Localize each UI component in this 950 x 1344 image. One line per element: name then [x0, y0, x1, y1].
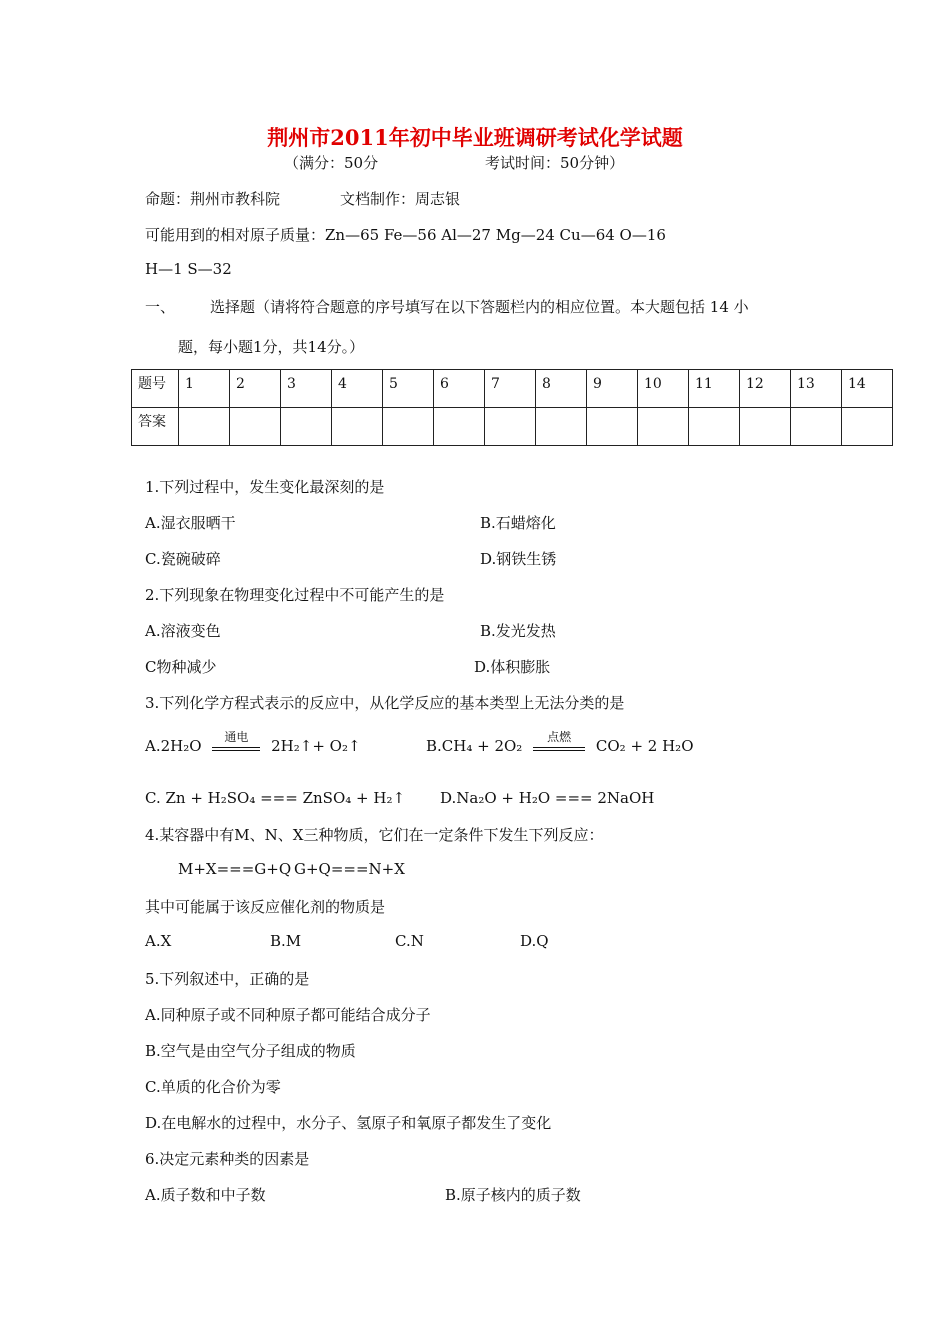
time-info: 考试时间：50分钟）: [485, 154, 625, 172]
answer-cell[interactable]: [281, 408, 332, 446]
question-4-option-d: D.Q: [520, 932, 549, 950]
question-5-option-a: A.同种原子或不同种原子都可能结合成分子: [145, 1006, 431, 1024]
question-number-cell: 3: [281, 370, 332, 408]
answer-cell[interactable]: [332, 408, 383, 446]
question-3-option-b: [426, 730, 694, 757]
question-4-reaction-2: G+Q===N+X: [294, 860, 405, 878]
question-2-option-a: A.溶液变色: [145, 622, 221, 640]
author-maker: 文档制作：周志银: [340, 190, 461, 208]
answer-cell[interactable]: [179, 408, 230, 446]
question-4-option-c: C.N: [395, 932, 424, 950]
question-3-option-a: [145, 730, 361, 757]
question-number-cell: 14: [842, 370, 893, 408]
author-source: 命题：荆州市教科院: [145, 190, 281, 208]
table-row: [132, 408, 893, 446]
question-number-cell: 13: [791, 370, 842, 408]
question-1-option-a: A.湿衣服晒干: [145, 514, 236, 532]
condition-label: 点燃: [547, 730, 572, 744]
question-2-option-d: D.体积膨胀: [474, 658, 551, 676]
question-5-stem: 5.下列叙述中，正确的是: [145, 970, 310, 988]
answer-cell[interactable]: [842, 408, 893, 446]
score-info: （满分：50分: [284, 154, 379, 172]
answer-cell[interactable]: [383, 408, 434, 446]
question-3-option-c: C. Zn + H₂SO₄ === ZnSO₄ + H₂↑: [145, 789, 406, 807]
question-number-cell: 9: [587, 370, 638, 408]
question-2-option-c: C物种减少: [145, 658, 217, 676]
answer-cell[interactable]: [434, 408, 485, 446]
question-number-cell: 11: [689, 370, 740, 408]
question-number-cell: 1: [179, 370, 230, 408]
equation-b-reactants: B.CH₄ + 2O₂: [426, 737, 523, 755]
question-5-option-d: D.在电解水的过程中，水分子、氢原子和氧原子都发生了变化: [145, 1114, 552, 1132]
question-4-stem: 4.某容器中有M、N、X三种物质，它们在一定条件下发生下列反应：: [145, 826, 604, 844]
question-5-option-b: B.空气是由空气分子组成的物质: [145, 1042, 356, 1060]
atomic-masses-line1: 可能用到的相对原子质量：Zn—65 Fe—56 Al—27 Mg—24 Cu—64 O—16: [145, 226, 666, 244]
question-3-option-d: D.Na₂O + H₂O === 2NaOH: [440, 789, 655, 807]
question-6-stem: 6.决定元素种类的因素是: [145, 1150, 310, 1168]
question-1-option-c: C.瓷碗破碎: [145, 550, 221, 568]
question-3-stem: 3.下列化学方程式表示的反应中，从化学反应的基本类型上无法分类的是: [145, 694, 625, 712]
question-number-cell: 12: [740, 370, 791, 408]
answer-table: [131, 369, 893, 446]
question-4-option-a: A.X: [145, 932, 172, 950]
question-1-stem: 1.下列过程中，发生变化最深刻的是: [145, 478, 385, 496]
question-4-option-b: B.M: [270, 932, 302, 950]
reaction-condition-arrow: [212, 730, 260, 757]
question-number-cell: 5: [383, 370, 434, 408]
question-number-cell: 10: [638, 370, 689, 408]
question-number-cell: 4: [332, 370, 383, 408]
question-1-option-d: D.钢铁生锈: [480, 550, 557, 568]
answer-cell[interactable]: [536, 408, 587, 446]
equation-a-products: 2H₂↑+ O₂↑: [271, 737, 361, 755]
question-number-cell: 8: [536, 370, 587, 408]
page-title: 荆州市2011年初中毕业班调研考试化学试题: [267, 125, 683, 150]
answer-cell[interactable]: [689, 408, 740, 446]
question-number-cell: 7: [485, 370, 536, 408]
section-instructions-line1: 选择题（请将符合题意的序号填写在以下答题栏内的相应位置。本大题包括 14 小: [210, 298, 749, 316]
question-6-option-b: B.原子核内的质子数: [445, 1186, 581, 1204]
table-header-answer: 答案: [132, 408, 179, 446]
question-1-option-b: B.石蜡熔化: [480, 514, 556, 532]
condition-label: 通电: [224, 730, 249, 744]
atomic-masses-line2: H—1 S—32: [145, 260, 232, 278]
question-4-ask: 其中可能属于该反应催化剂的物质是: [145, 898, 386, 916]
question-6-option-a: A.质子数和中子数: [145, 1186, 266, 1204]
answer-cell[interactable]: [638, 408, 689, 446]
answer-cell[interactable]: [791, 408, 842, 446]
answer-cell[interactable]: [740, 408, 791, 446]
question-number-cell: 2: [230, 370, 281, 408]
question-2-option-b: B.发光发热: [480, 622, 556, 640]
section-instructions-line2: 题，每小题1分，共14分。）: [178, 338, 365, 356]
table-row: [132, 370, 893, 408]
answer-cell[interactable]: [587, 408, 638, 446]
question-number-cell: 6: [434, 370, 485, 408]
equation-b-products: CO₂ + 2 H₂O: [595, 737, 694, 755]
section-number: 一、: [145, 298, 176, 316]
question-4-reaction-1: M+X===G+Q: [178, 860, 292, 878]
question-2-stem: 2.下列现象在物理变化过程中不可能产生的是: [145, 586, 445, 604]
answer-cell[interactable]: [485, 408, 536, 446]
question-5-option-c: C.单质的化合价为零: [145, 1078, 281, 1096]
table-header-question: 题号: [132, 370, 179, 408]
reaction-condition-arrow: [533, 730, 585, 757]
equation-a-reactants: A.2H₂O: [145, 737, 202, 755]
answer-cell[interactable]: [230, 408, 281, 446]
